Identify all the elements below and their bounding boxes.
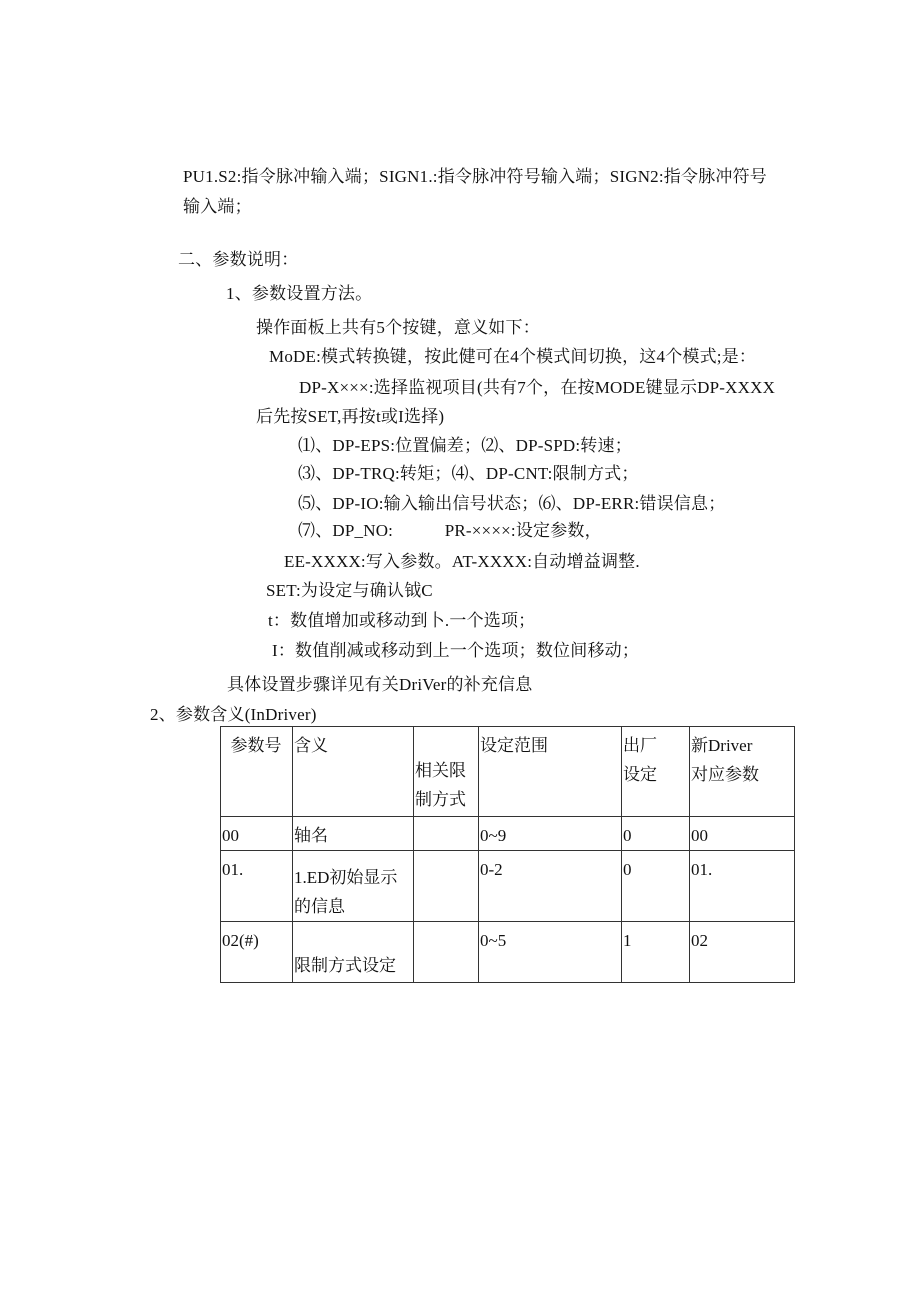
cell-meaning-line-2: 的信息 [294, 897, 345, 916]
cell-factory: 0 [622, 851, 690, 922]
header-factory-line-1: 出厂 [623, 736, 657, 755]
detail-steps-line: 具体设置步骤详见有关DriVer的补充信息 [227, 675, 533, 694]
dp-items-3: ⑸、DP-IO:输入输出信号状态；⑹、DP-ERR:错误信息； [298, 494, 726, 513]
header-new-driver [690, 727, 795, 817]
parameter-table [220, 726, 795, 983]
header-param-no: 参数号 [221, 727, 293, 817]
pulse-input-line-2: 输入端； [183, 197, 252, 216]
dp-items-4: ⑺、DP_NO: PR-××××:设定参数， [298, 521, 602, 540]
cell-meaning [293, 922, 414, 983]
cell-range: 0-2 [479, 851, 622, 922]
header-related-line-1: 相关限 [415, 761, 466, 780]
table-row [221, 851, 795, 922]
cell-range: 0~5 [479, 922, 622, 983]
cell-meaning: 轴名 [293, 817, 414, 851]
i-key-line: I：数值削减或移动到上一个选项；数位间移动； [272, 641, 640, 660]
cell-param-no: 02(#) [221, 922, 293, 983]
dp-mode-line-1: DP-X×××:选择监视项目(共有7个，在按MODE键显示DP-XXXX [299, 378, 776, 397]
cell-factory: 1 [622, 922, 690, 983]
pulse-input-line-1: PU1.S2:指令脉冲输入端；SIGN1.:指令脉冲符号输入端；SIGN2:指令脉冲符号 [183, 167, 767, 186]
header-factory-setting [622, 727, 690, 817]
cell-param-no: 01. [221, 851, 293, 922]
header-range: 设定范围 [479, 727, 622, 817]
table-row [221, 922, 795, 983]
dp-items-2: ⑶、DP-TRQ:转矩；⑷、DP-CNT:限制方式； [298, 464, 639, 483]
dp-mode-line-2: 后先按SET,再按t或I选择) [256, 407, 445, 426]
header-factory-line-2: 设定 [623, 765, 657, 784]
cell-related [414, 817, 479, 851]
cell-meaning [293, 851, 414, 922]
set-key-line: SET:为设定与确认钺C [266, 581, 433, 600]
cell-range: 0~9 [479, 817, 622, 851]
subsection-1-title: 1、参数设置方法。 [226, 284, 373, 303]
header-related-mode [414, 727, 479, 817]
cell-new-param: 00 [690, 817, 795, 851]
cell-param-no: 00 [221, 817, 293, 851]
mode-key-description: MoDE:模式转换键，按此健可在4个模式间切换，这4个模式;是： [269, 347, 757, 366]
subsection-2-title: 2、参数含义(InDriver) [150, 705, 317, 724]
header-meaning: 含义 [293, 727, 414, 817]
cell-new-param: 02 [690, 922, 795, 983]
cell-meaning-line-1: 1.ED初始显示 [294, 868, 398, 887]
cell-related [414, 851, 479, 922]
table-header-row [221, 727, 795, 817]
dp-items-1: ⑴、DP-EPS:位置偏差；⑵、DP-SPD:转速； [298, 436, 632, 455]
ee-at-line: EE-XXXX:写入参数。AT-XXXX:自动增益调整. [284, 552, 640, 571]
t-key-line: t：数值增加或移动到卜.一个选项； [268, 611, 536, 630]
table-row [221, 817, 795, 851]
cell-related [414, 922, 479, 983]
panel-intro: 操作面板上共有5个按键，意义如下： [256, 318, 540, 337]
cell-meaning-line-2: 限制方式设定 [294, 956, 396, 975]
cell-factory: 0 [622, 817, 690, 851]
header-new-line-2: 对应参数 [691, 765, 759, 784]
cell-new-param: 01. [690, 851, 795, 922]
section-2-title: 二、参数说明： [178, 250, 299, 269]
header-new-line-1: 新Driver [691, 736, 753, 755]
header-related-line-2: 制方式 [415, 790, 466, 809]
